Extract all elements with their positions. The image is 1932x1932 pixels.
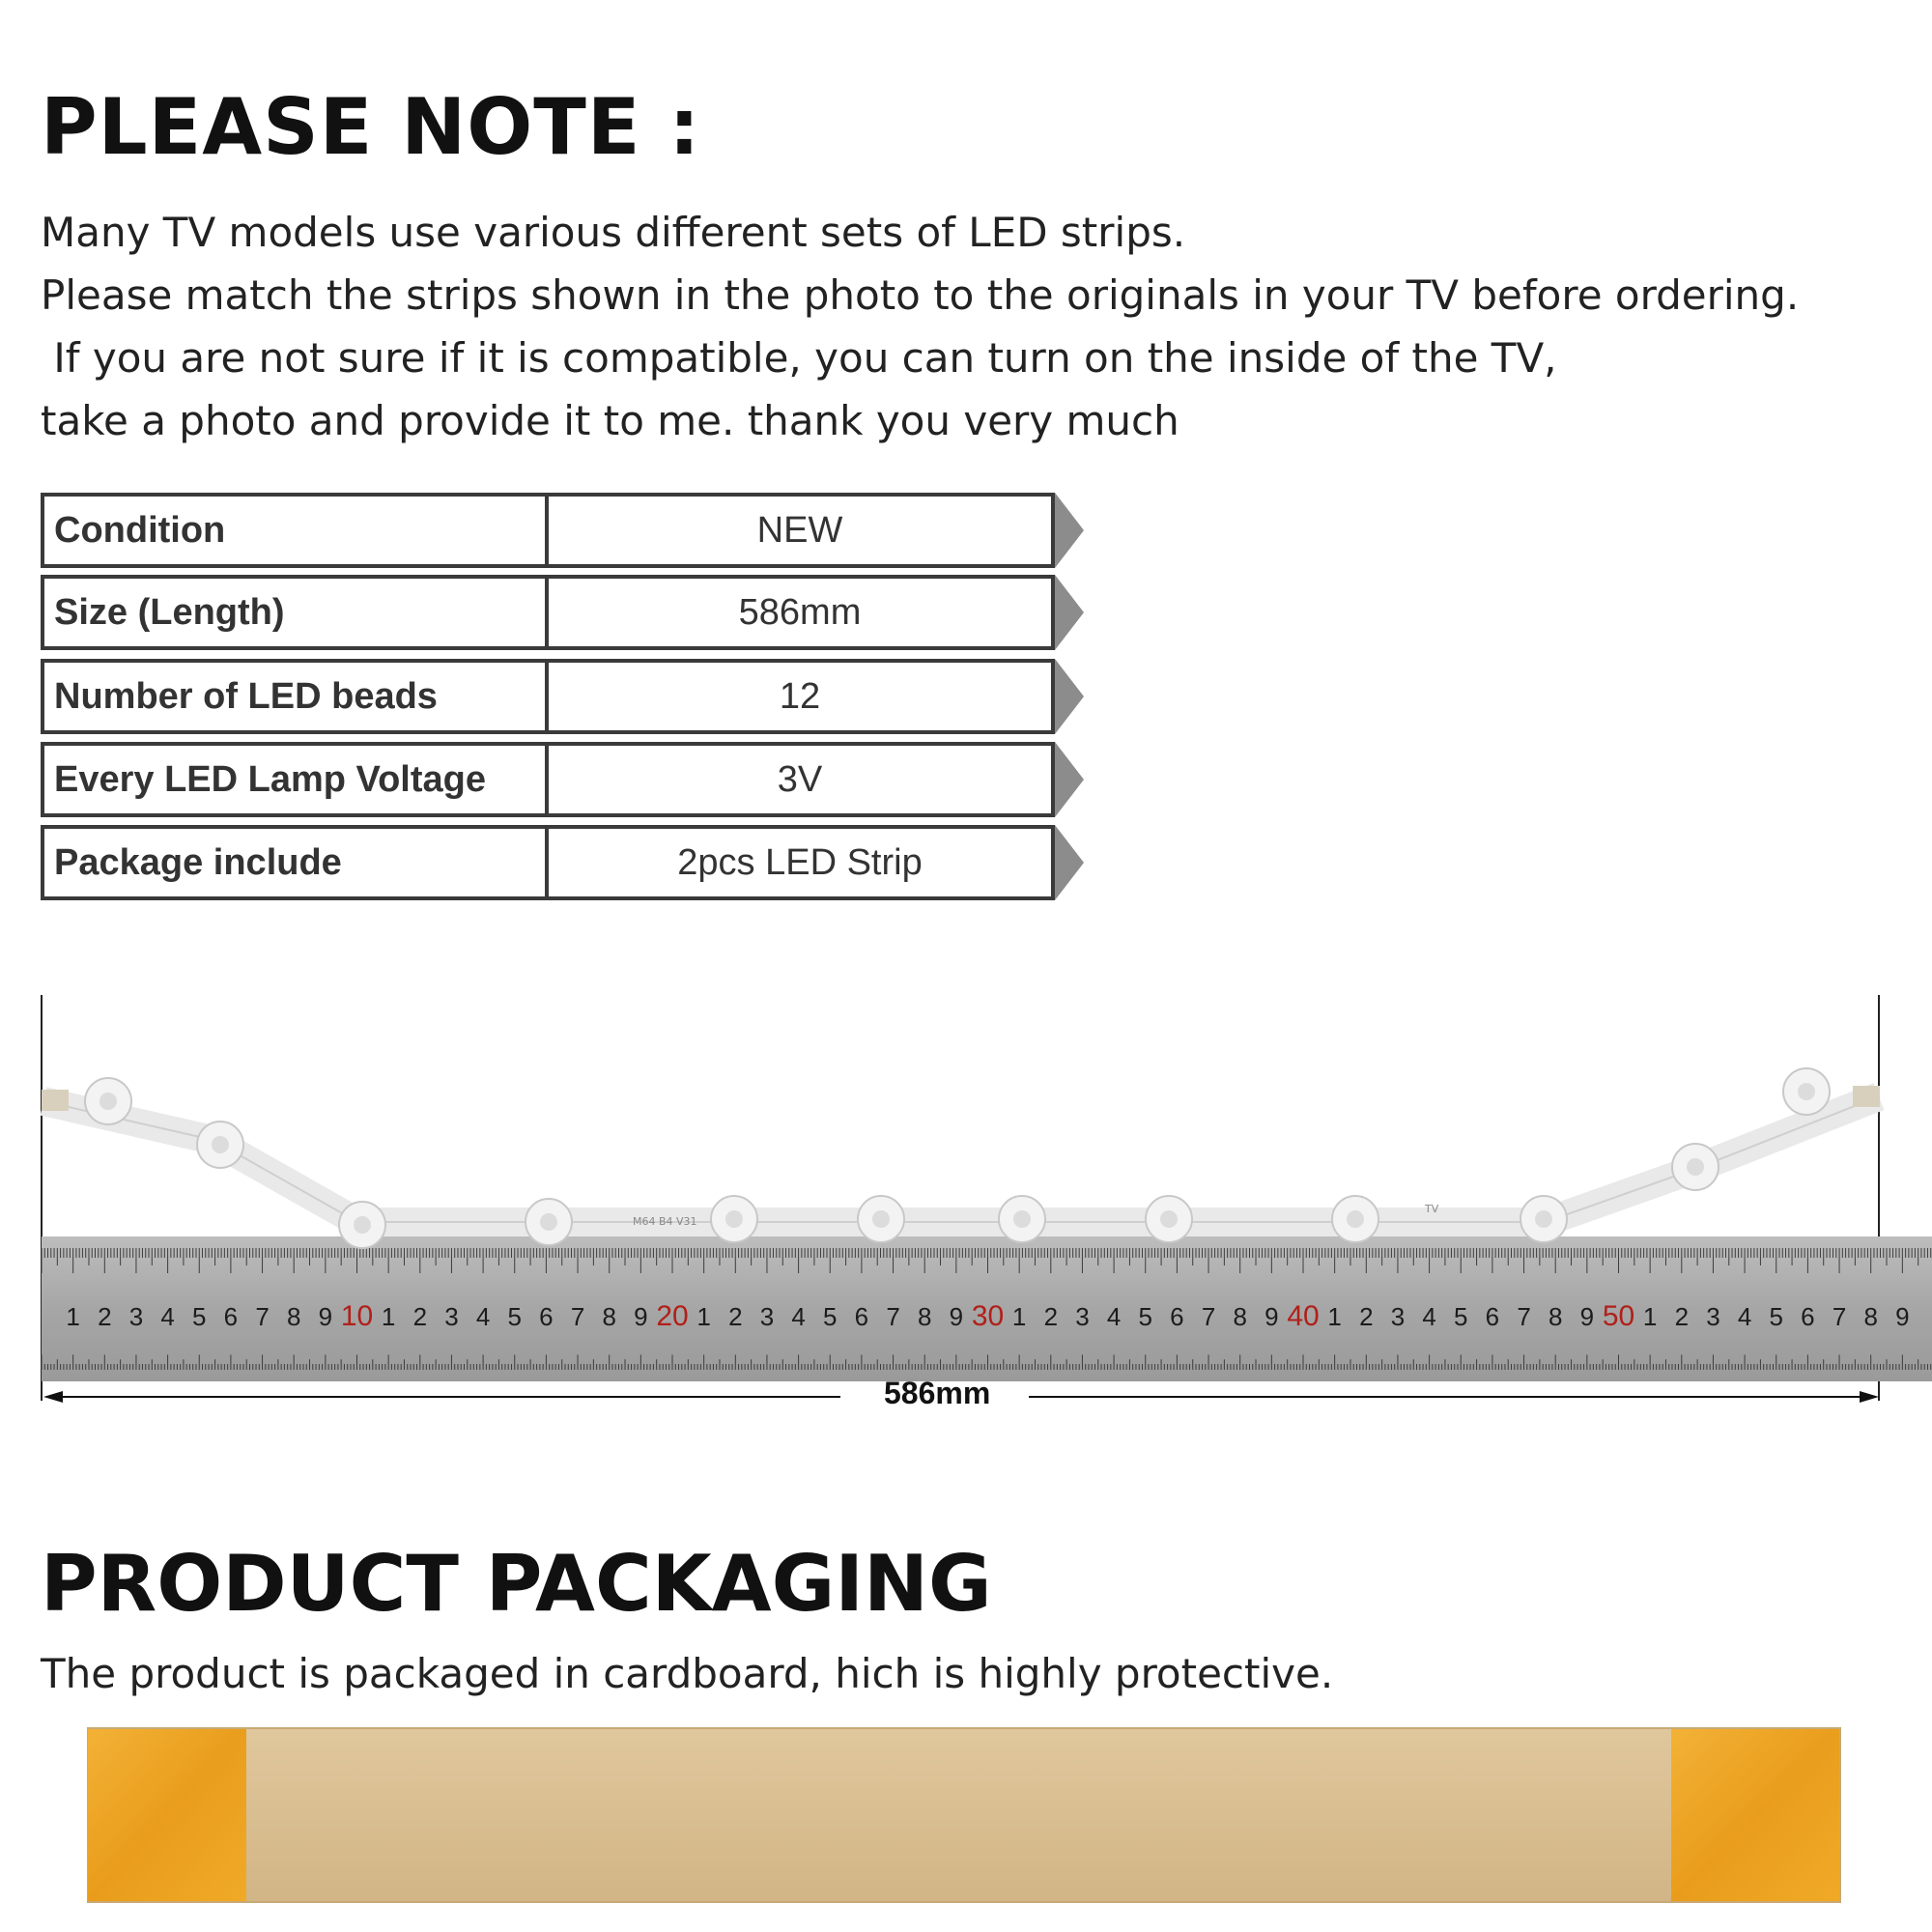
spec-row-condition (41, 493, 1055, 568)
ruler-number: 9 (1264, 1302, 1279, 1331)
ruler-number: 2 (98, 1302, 112, 1331)
tape-right (1671, 1728, 1840, 1902)
ruler-number: 7 (886, 1302, 900, 1331)
spec-value: 586mm (738, 592, 862, 633)
ruler-number: 40 (1287, 1300, 1320, 1332)
ruler-number: 9 (318, 1302, 333, 1331)
led-bead-lens (1798, 1083, 1815, 1100)
spec-row-package (41, 825, 1055, 900)
ruler-number: 5 (1138, 1302, 1152, 1331)
arrow-icon (1055, 825, 1084, 900)
led-bead-lens (725, 1210, 743, 1228)
ruler-number: 3 (1390, 1302, 1406, 1331)
ruler-number: 10 (340, 1300, 374, 1332)
led-bead-lens (872, 1210, 890, 1228)
ruler-number: 8 (602, 1302, 616, 1331)
packaging-description: The product is packaged in cardboard, hich is highly protective. (41, 1650, 1334, 1697)
led-bead-lens (212, 1136, 229, 1153)
spec-label: Number of LED beads (54, 676, 438, 717)
ruler-number: 20 (656, 1300, 689, 1332)
ruler-number: 30 (971, 1300, 1005, 1332)
ruler-number: 1 (1327, 1302, 1342, 1331)
ruler-numbers (66, 1300, 1909, 1332)
led-bead-lens (99, 1093, 117, 1110)
ruler-number: 3 (759, 1302, 775, 1331)
strip-connector-right (1853, 1086, 1880, 1107)
ruler-number: 3 (444, 1302, 459, 1331)
please-note-title: PLEASE NOTE : (41, 82, 701, 172)
ruler-number: 2 (1043, 1302, 1059, 1331)
ruler-number: 6 (223, 1302, 239, 1331)
ruler-number: 6 (1485, 1302, 1500, 1331)
note-line-3: If you are not sure if it is compatible, you can turn on the inside of the TV, (41, 334, 1557, 382)
spec-label: Every LED Lamp Voltage (54, 759, 486, 800)
ruler-number: 7 (1517, 1302, 1531, 1331)
ruler-number: 4 (1422, 1302, 1436, 1331)
ruler-number: 4 (791, 1302, 806, 1331)
ruler-number: 9 (1579, 1302, 1595, 1331)
ruler-number: 6 (539, 1302, 554, 1331)
ruler-number: 3 (1075, 1302, 1090, 1331)
ruler-number: 1 (66, 1302, 80, 1331)
tape-left (87, 1728, 246, 1902)
led-bead-lens (354, 1216, 371, 1234)
ruler-number: 6 (1801, 1302, 1815, 1331)
led-bead-lens (1687, 1158, 1704, 1176)
led-strip-board (43, 1096, 1879, 1222)
ruler-number: 9 (949, 1302, 964, 1331)
arrow-right-icon (1860, 1391, 1879, 1403)
ruler-number: 3 (128, 1302, 144, 1331)
led-strip-ruler-photo (0, 995, 1932, 1410)
ruler-number: 8 (917, 1302, 932, 1331)
arrow-icon (1055, 493, 1084, 568)
led-bead-lens (1535, 1210, 1552, 1228)
ruler-number: 6 (854, 1302, 869, 1331)
ruler-number: 7 (1201, 1302, 1216, 1331)
spec-value: 2pcs LED Strip (677, 842, 923, 883)
ruler-number: 1 (381, 1302, 396, 1331)
ruler-number: 8 (1548, 1302, 1563, 1331)
ruler-number: 7 (1832, 1302, 1847, 1331)
arrow-icon (1055, 742, 1084, 817)
ruler-number: 7 (255, 1302, 270, 1331)
ruler-number: 4 (160, 1302, 175, 1331)
ruler-number: 2 (728, 1302, 743, 1331)
ruler-number: 3 (1706, 1302, 1720, 1331)
note-line-1: Many TV models use various different sets of LED strips. (41, 209, 1186, 256)
ruler-number: 2 (1674, 1302, 1690, 1331)
strip-print-model: M64 B4 V31 (633, 1215, 697, 1228)
cardboard-box (87, 1728, 1840, 1902)
ruler-number: 5 (507, 1302, 522, 1331)
spec-label: Size (Length) (54, 592, 285, 633)
strip-print-tv: TV (1425, 1203, 1439, 1215)
spec-value: NEW (756, 510, 843, 551)
ruler-number: 1 (1642, 1302, 1658, 1331)
note-line-4: take a photo and provide it to me. thank you very much (41, 397, 1179, 444)
spec-label: Package include (54, 842, 342, 883)
cardboard-package-photo (87, 1724, 1845, 1908)
ruler-number: 8 (1233, 1302, 1247, 1331)
ruler-number: 7 (570, 1302, 585, 1331)
ruler-number: 5 (823, 1302, 838, 1331)
arrow-left-icon (43, 1391, 63, 1403)
led-bead-lens (1013, 1210, 1031, 1228)
ruler-number: 1 (1011, 1302, 1027, 1331)
ruler-number: 1 (696, 1302, 711, 1331)
ruler-number: 5 (192, 1302, 207, 1331)
arrow-icon (1055, 659, 1084, 734)
ruler-number: 9 (634, 1302, 648, 1331)
spec-value: 12 (779, 676, 821, 717)
ruler-number: 5 (1454, 1302, 1468, 1331)
spec-value: 3V (777, 759, 823, 800)
ruler-number: 8 (1863, 1302, 1878, 1331)
ruler-number: 9 (1895, 1302, 1910, 1331)
led-bead-lens (540, 1213, 557, 1231)
ruler-number: 4 (1106, 1302, 1122, 1331)
ruler-number: 4 (1737, 1302, 1752, 1331)
ruler-number: 50 (1602, 1300, 1635, 1332)
spec-row-led-beads (41, 659, 1055, 734)
ruler-number: 2 (412, 1302, 428, 1331)
length-label: 586mm (884, 1376, 991, 1410)
spec-row-voltage (41, 742, 1055, 817)
note-line-2: Please match the strips shown in the photo to the originals in your TV before ordering. (41, 271, 1800, 319)
arrow-icon (1055, 575, 1084, 650)
ruler-number: 4 (475, 1302, 491, 1331)
ruler-number: 8 (286, 1302, 301, 1331)
led-bead-lens (1347, 1210, 1364, 1228)
ruler-number: 6 (1170, 1302, 1184, 1331)
led-bead-lens (1160, 1210, 1178, 1228)
strip-connector-left (42, 1090, 69, 1111)
spec-row-size (41, 575, 1055, 650)
ruler-number: 5 (1769, 1302, 1783, 1331)
product-packaging-title: PRODUCT PACKAGING (41, 1539, 992, 1629)
ruler-number: 2 (1359, 1302, 1374, 1331)
spec-label: Condition (54, 510, 226, 551)
